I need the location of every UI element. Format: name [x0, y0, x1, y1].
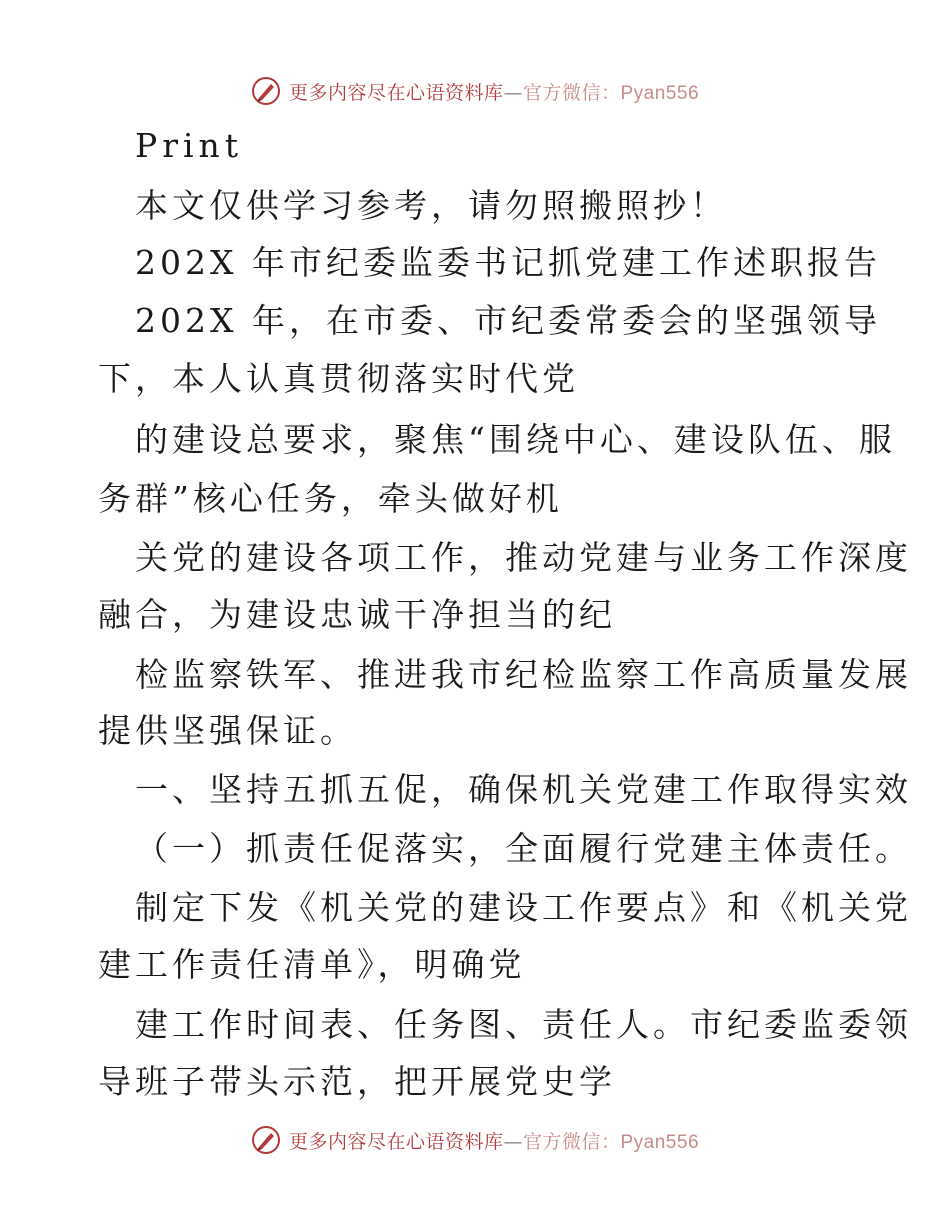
banner-dash: — — [503, 81, 523, 104]
subsection-heading: （一）抓责任促落实，全面履行党建主体责任。 — [135, 829, 912, 868]
disclaimer-line: 本文仅供学习参考，请勿照搬照抄！ — [135, 186, 727, 225]
paragraph-line: 务群”核心任务，牵头做好机 — [98, 479, 563, 518]
banner-title: 更多内容尽在心语资料库 — [288, 81, 504, 104]
paragraph-line: 下，本人认真贯彻落实时代党 — [98, 359, 579, 398]
paragraph-line: 的建设总要求，聚焦“围绕中心、建设队伍、服 — [135, 420, 896, 459]
paragraph-line: 关党的建设各项工作，推动党建与业务工作深度 — [135, 538, 912, 577]
paragraph-line: 融合，为建设忠诚干净担当的纪 — [98, 595, 616, 634]
paragraph-line: 202X 年，在市委、市纪委常委会的坚强领导 — [135, 301, 881, 340]
banner-label — [289, 1127, 699, 1154]
banner-wechat: 官方微信：Pyan556 — [523, 82, 700, 104]
document-title: 202X 年市纪委监委书记抓党建工作述职报告 — [135, 243, 881, 282]
paragraph-line: 建工作责任清单》，明确党 — [98, 945, 526, 984]
paragraph-line: 提供坚强保证。 — [98, 711, 357, 750]
paragraph-line: 制定下发《机关党的建设工作要点》和《机关党 — [135, 888, 912, 927]
banner-dash: — — [503, 1130, 523, 1153]
paragraph-line: 建工作时间表、任务图、责任人。市纪委监委领 — [135, 1005, 912, 1044]
banner-title: 更多内容尽在心语资料库 — [288, 1130, 504, 1153]
footer-banner — [0, 1120, 950, 1160]
print-label: Print — [135, 126, 244, 165]
pen-logo-icon — [251, 1125, 281, 1155]
paragraph-line: 检监察铁军、推进我市纪检监察工作高质量发展 — [135, 655, 912, 694]
paragraph-line: 导班子带头示范，把开展党史学 — [98, 1062, 616, 1101]
section-heading: 一、坚持五抓五促，确保机关党建工作取得实效 — [135, 770, 912, 809]
banner-wechat: 官方微信：Pyan556 — [523, 1131, 700, 1153]
